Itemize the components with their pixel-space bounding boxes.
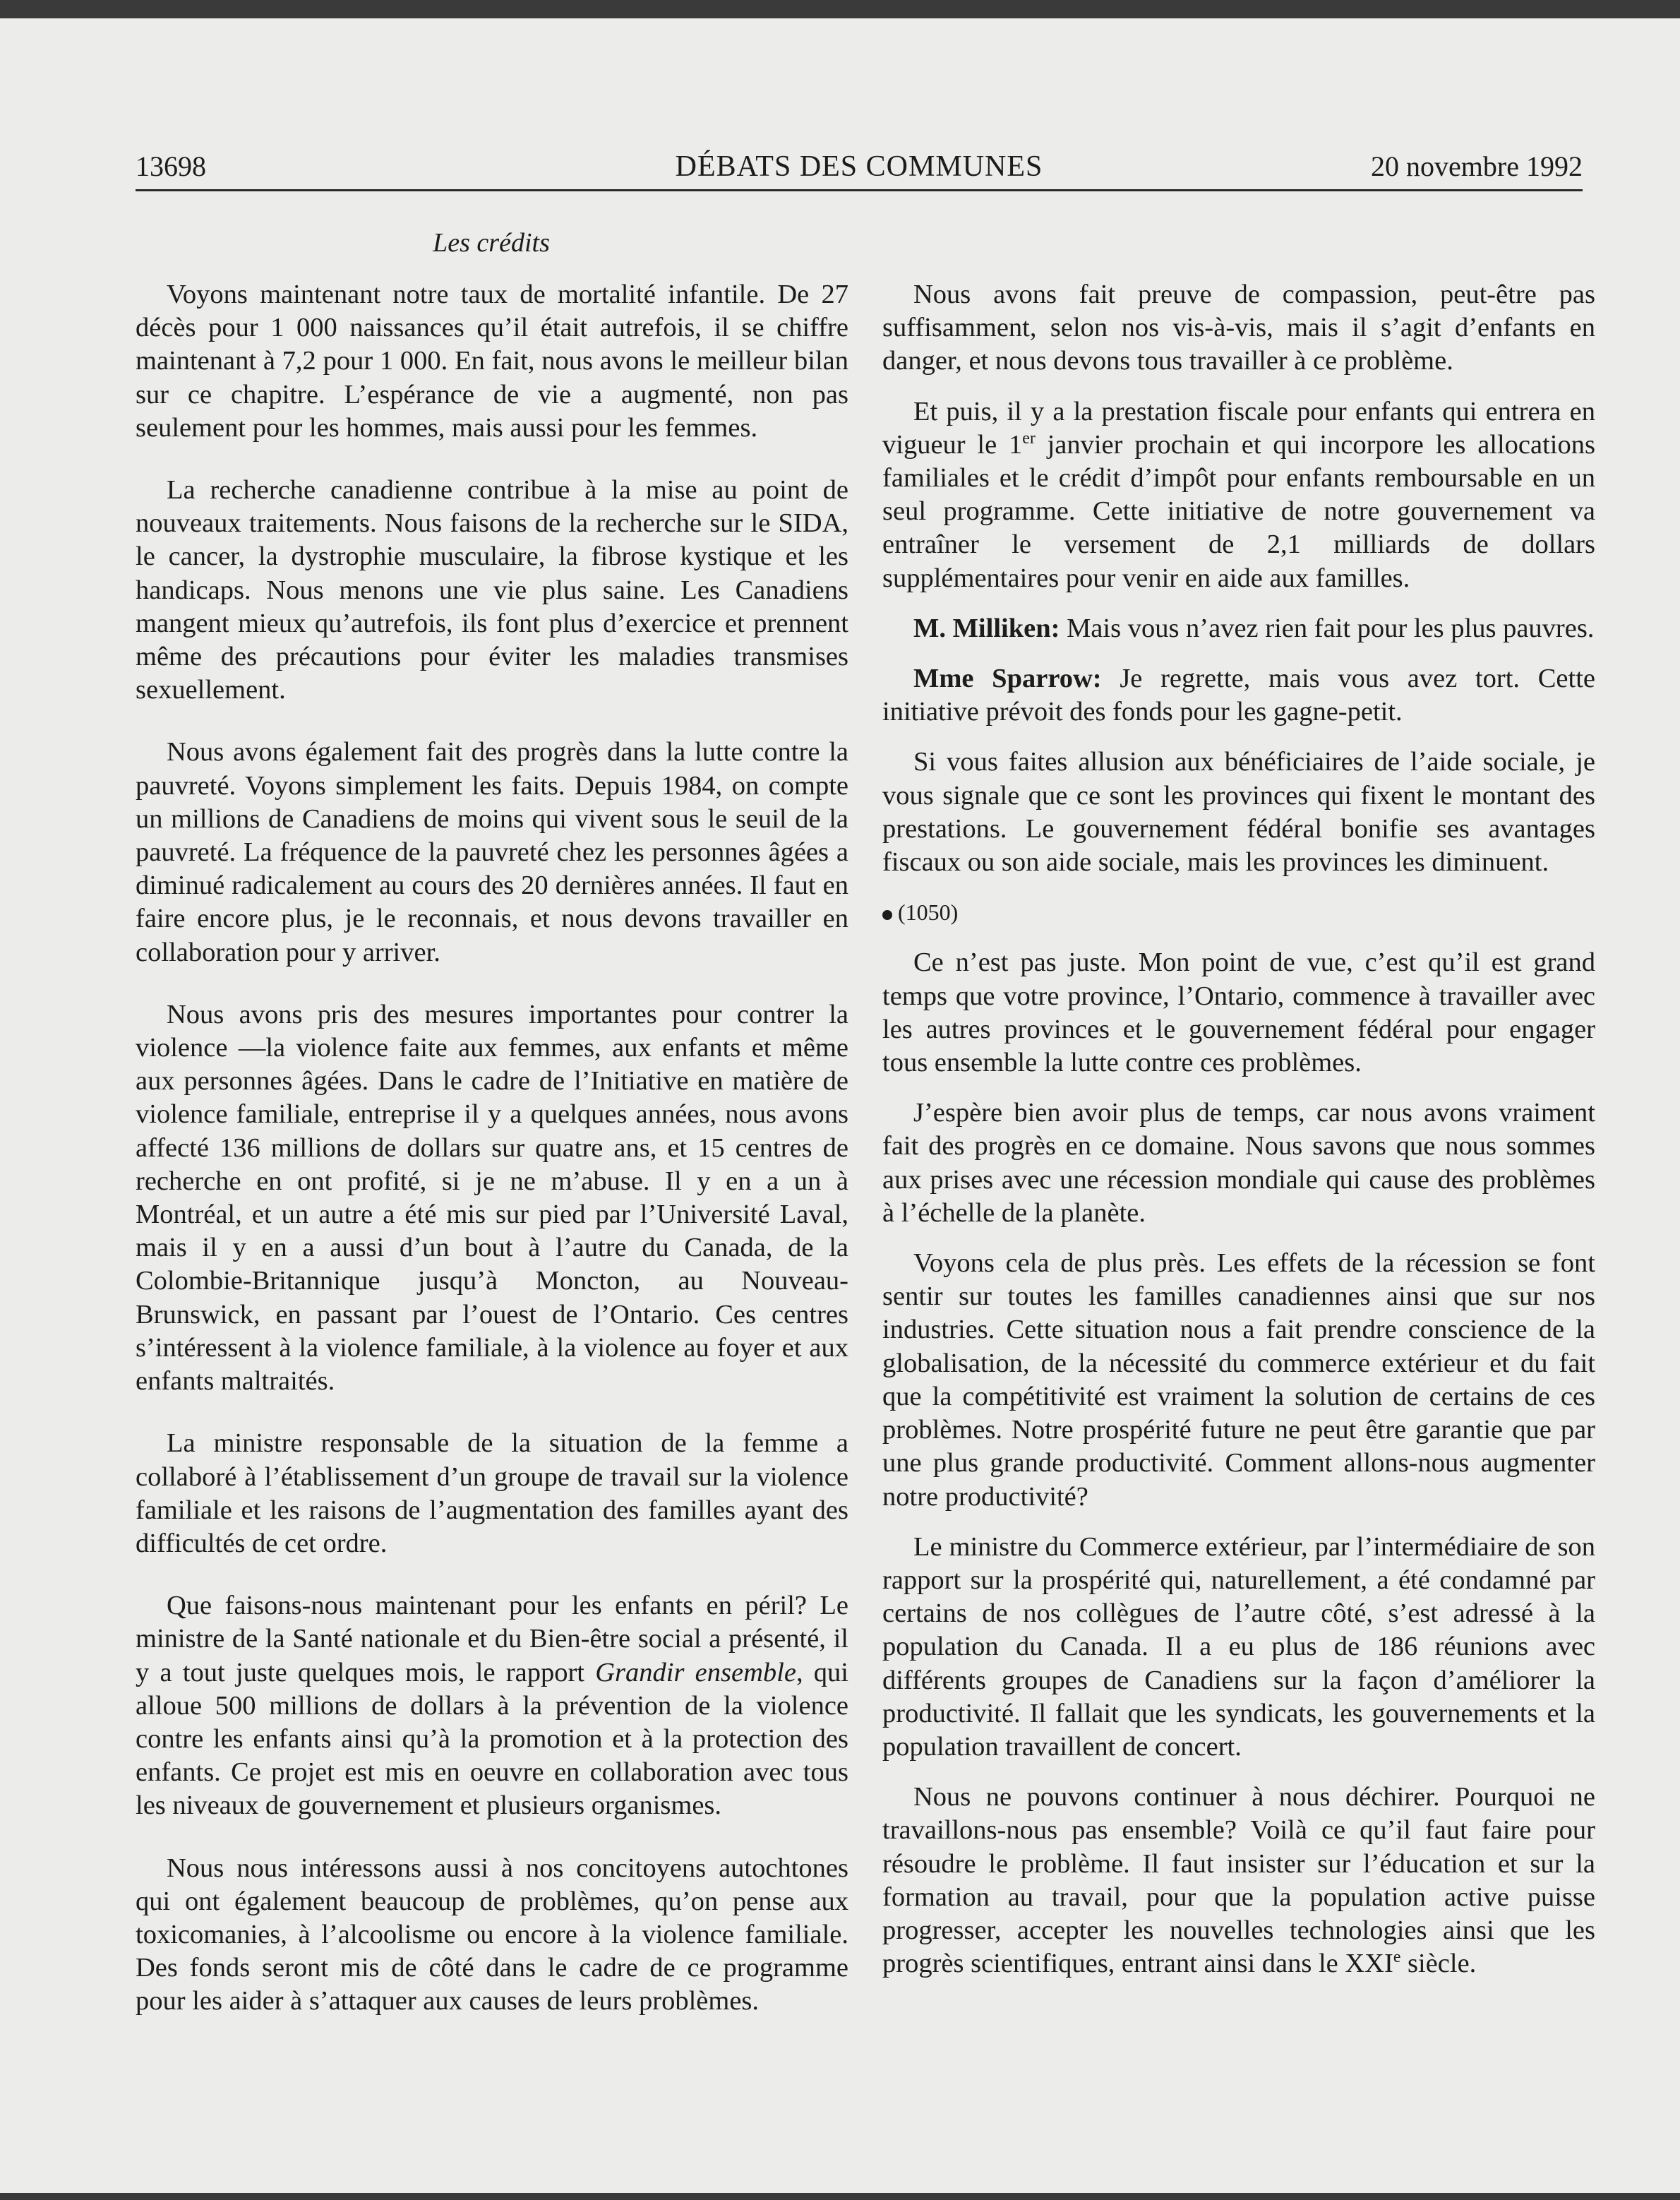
paragraph-text: siècle. — [1400, 1949, 1477, 1979]
paragraph: J’espère bien avoir plus de temps, car nous avons vraiment fait des progrès en ce domaine. Nous savons que nous sommes aux prises avec une récession mondiale qui cause des problèmes à l’échelle de la planète. — [882, 1098, 1595, 1228]
superscript: er — [1022, 429, 1036, 448]
paragraph — [136, 1589, 848, 1822]
scan-top-border — [0, 0, 1680, 18]
paragraph: Voyons cela de plus près. Les effets de la récession se font sentir sur toutes les familles canadiennes ainsi que sur nos industries. Cette situation nous a fait prendre conscience de la globalisation, de la nécessité du commerce extérieur et du fait que la compétitivité est vraiment la solution de certains de ces problèmes. Notre prospérité future ne peut être garantie que par une plus grande productivité. Comment allons-nous augmenter notre productivité? — [882, 1248, 1595, 1512]
paragraph: Nous avons également fait des progrès dans la lutte contre la pauvreté. Voyons simplement les faits. Depuis 1984, on compte un millions de Canadiens de moins qui vivent sous le seuil de la pauvreté. La fréquence de la pauvreté chez les personnes âgées a diminué radicalement au cours des 20 dernières années. Il faut en faire encore plus, je le reconnais, et nous devons travailler en collaboration pour y arriver. — [136, 737, 848, 967]
section-title: Les crédits — [433, 228, 550, 258]
paragraph-text: janvier prochain et qui incorpore les allocations familiales et le crédit d’impôt pour enfants remboursable en un seul programme. Cette initiative de notre gouvernement va entraîner le versement de 2,1 milliards de dollars supplémentaires pour venir en aide aux familles. — [882, 429, 1595, 593]
paragraph — [882, 612, 1595, 645]
paragraph: Le ministre du Commerce extérieur, par l’intermédiaire de son rapport sur la prospérité qui, naturellement, a été condamné par certains de nos collègues de l’autre côté, s’est adressé à la population du Canada. Il a eu plus de 186 réunions avec différents groupes de Canadiens sur la façon d’améliorer la productivité. Il fallait que les syndicats, les gouvernements et la population travaillent de concert. — [882, 1531, 1595, 1762]
paragraph: La ministre responsable de la situation de la femme a collaboré à l’établissement d’un groupe de travail sur la violence familiale et les raisons de l’augmentation des familles ayant des difficultés de cet ordre. — [136, 1428, 848, 1558]
paragraph: Nous avons pris des mesures importantes pour contrer la violence —la violence faite aux femmes, aux enfants et même aux personnes âgées. Dans le cadre de l’Initiative en matière de violence familiale, entreprise il y a quelques années, nous avons affecté 136 millions de dollars sur quatre ans, et 15 centres de recherche en ont profité, si je ne m’abuse. Il y en a un à Montréal, et un autre a été mis sur pied par l’Université Laval, mais il y en a aussi d’un bout à l’autre du Canada, de la Colombie-Britannique jusqu’à Moncton, au Nouveau-Brunswick, en passant par l’ouest de l’Ontario. Ces centres s’intéressent à la violence familiale, à la violence au foyer et aux enfants maltraités. — [136, 999, 848, 1397]
timestamp-text: (1050) — [898, 899, 959, 926]
header-rule — [136, 189, 1583, 191]
paragraph: Ce n’est pas juste. Mon point de vue, c’est qu’il est grand temps que votre province, l’Ontario, commence à travailler avec les autres provinces et le gouvernement fédéral pour engager tous ensemble la lutte contre ces problèmes. — [882, 947, 1595, 1078]
paragraph-text: Que faisons-nous maintenant pour les enfants en péril? Le ministre de la Santé nationale et du Bien-être social a présenté, il y a tout juste quelques mois, le rapport — [136, 1591, 848, 1687]
paragraph — [882, 395, 1595, 595]
header-date: 20 novembre 1992 — [1371, 150, 1583, 182]
bullet-icon — [882, 910, 892, 920]
page-number: 13698 — [136, 150, 206, 182]
superscript: e — [1393, 1948, 1401, 1967]
speaker-name: M. Milliken: — [913, 613, 1060, 643]
paragraph-text: Et puis, il y a la prestation fiscale pour enfants qui entrera en vigueur le 1 — [882, 396, 1595, 460]
paragraph — [882, 662, 1595, 729]
paragraph-text: Nous ne pouvons continuer à nous déchirer. Pourquoi ne travaillons-nous pas ensemble? Voilà ce qu’il faut faire pour résoudre le problème. Il faut insister sur l’éducation et sur la formation au travail, pour que la population active puisse progresser, accepter les nouvelles technologies ainsi que les progrès scientifiques, entrant ainsi dans le XXI — [882, 1782, 1595, 1979]
report-title: Grandir ensemble — [595, 1657, 796, 1687]
publication-title: DÉBATS DES COMMUNES — [675, 150, 1043, 183]
paragraph: Nous nous intéressons aussi à nos concitoyens autochtones qui ont également beaucoup de problèmes, qu’on pense aux toxicomanies, à l’alcoolisme ou encore à la violence familiale. Des fonds seront mis de côté dans le cadre de ce programme pour les aider à s’attaquer aux causes de leurs problèmes. — [136, 1853, 848, 2016]
speaker-name: Mme Sparrow: — [913, 664, 1102, 694]
paragraph: Si vous faites allusion aux bénéficiaires de l’aide sociale, je vous signale que ce sont les provinces qui fixent le montant des prestations. Le gouvernement fédéral bonifie ses avantages fiscaux ou son aide sociale, mais les provinces les diminuent. — [882, 747, 1595, 878]
right-column — [882, 278, 1595, 1997]
scan-bottom-border — [0, 2193, 1680, 2200]
paragraph-text: Je regrette, mais vous avez tort. Cette initiative prévoit des fonds pour les gagne-petit. — [882, 664, 1595, 727]
paragraph: Voyons maintenant notre taux de mortalité infantile. De 27 décès pour 1 000 naissances qu’il était autrefois, il se chiffre maintenant à 7,2 pour 1 000. En fait, nous avons le meilleur bilan sur ce chapitre. L’espérance de vie a augmenté, non pas seulement pour les hommes, mais aussi pour les femmes. — [136, 280, 848, 443]
paragraph — [882, 1781, 1595, 1980]
paragraph: La recherche canadienne contribue à la mise au point de nouveaux traitements. Nous faisons de la recherche sur le SIDA, le cancer, la dystrophie musculaire, la fibrose kystique et les handicaps. Nous menons une vie plus saine. Les Canadiens mangent mieux qu’autrefois, ils font plus d’exercice et prennent même des précautions pour éviter les maladies transmises sexuellement. — [136, 475, 848, 705]
paragraph-text: Mais vous n’avez rien fait pour les plus pauvres. — [1060, 613, 1595, 643]
running-header — [136, 145, 1583, 188]
left-column — [136, 278, 848, 2035]
paragraph: Nous avons fait preuve de compassion, peut-être pas suffisamment, selon nos vis-à-vis, mais il s’agit d’enfants en danger, et nous devons tous travailler à ce problème. — [882, 280, 1595, 376]
paragraph-text: , qui alloue 500 millions de dollars à la prévention de la violence contre les enfants ainsi qu’à la promotion et à la protection des enfants. Ce projet est mis en oeuvre en collaboration avec tous les niveaux de gouvernement et plusieurs organismes. — [136, 1657, 849, 1821]
timestamp — [882, 896, 1595, 929]
